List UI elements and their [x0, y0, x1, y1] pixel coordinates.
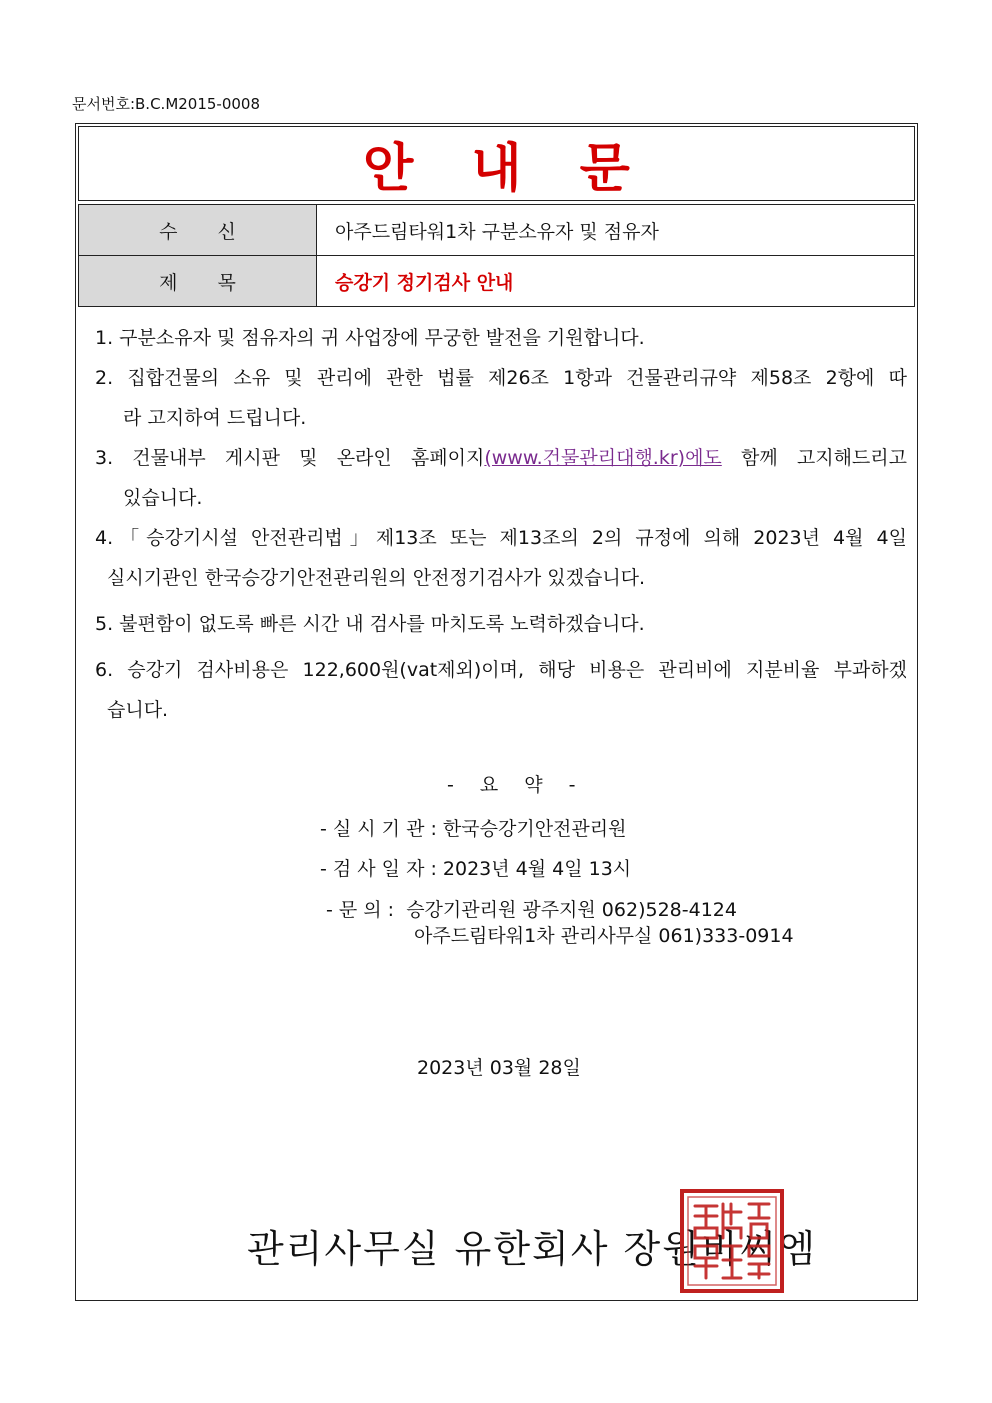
inquiry-label: - 문 의 : — [326, 899, 395, 921]
header-table — [76, 124, 917, 311]
agency-label: - 실 시 기 관 : — [320, 818, 437, 840]
notice-item-1: 1. 구분소유자 및 점유자의 귀 사업장에 무궁한 발전을 기원합니다. — [95, 327, 645, 349]
recipient-value: 아주드림타워1차 구분소유자 및 점유자 — [335, 220, 659, 243]
notice-item-2: 2. 집합건물의 소유 및 관리에 관한 법률 제26조 1항과 건물관리규약 제58조 2항에 따 — [95, 367, 907, 389]
date-label: - 검 사 일 자 : — [320, 858, 437, 880]
date-value: 2023년 4월 4일 13시 — [442, 858, 632, 880]
notice-item-5: 5. 불편함이 없도록 빠른 시간 내 검사를 마치도록 노력하겠습니다. — [95, 613, 645, 635]
notice-item-3-pre: 3. 건물내부 게시판 및 온라인 홈페이지 — [95, 447, 485, 469]
official-seal-icon — [679, 1188, 785, 1294]
summary-date — [320, 854, 631, 881]
inquiry-line-2: 아주드림타워1차 관리사무실 061)333-0914 — [414, 925, 794, 947]
agency-value: 한국승강기안전관리원 — [442, 818, 627, 840]
inquiry-line-1: 승강기관리원 광주지원 062)528-4124 — [406, 899, 737, 921]
notice-item-6: 6. 승강기 검사비용은 122,600원(vat제외)이며, 해당 비용은 관리비에 지분비율 부과하겠 — [95, 659, 907, 681]
notice-item-6-cont: 습니다. — [107, 699, 169, 721]
notice-item-3 — [95, 438, 907, 478]
notice-item-4: 4.「승강기시설 안전관리법」제13조 또는 제13조의 2의 규정에 의해 2023년 4월 4일 — [95, 527, 907, 549]
subject-label: 제목 — [79, 256, 317, 306]
title-box — [78, 126, 915, 201]
issue-date: 2023년 03월 28일 — [417, 1057, 581, 1079]
sender-name: 관리사무실 유한회사 장원비씨엠 — [247, 1227, 818, 1271]
notice-item-3-post: 함께 고지해드리고 — [721, 447, 907, 469]
subject-row — [78, 255, 915, 307]
homepage-link[interactable]: (www.건물관리대행.kr)에도 — [484, 447, 722, 469]
summary-title: - 요 약 - — [447, 774, 586, 796]
notice-item-3-cont: 있습니다. — [123, 487, 203, 509]
summary-inquiry — [326, 895, 737, 922]
notice-item-2-cont: 라 고지하여 드립니다. — [123, 407, 307, 429]
summary-agency — [320, 814, 626, 841]
recipient-label: 수신 — [79, 205, 317, 255]
document-number: 문서번호:B.C.M2015-0008 — [72, 95, 261, 113]
document-title: 안내문 — [363, 139, 688, 199]
notice-item-4-cont: 실시기관인 한국승강기안전관리원의 안전정기검사가 있겠습니다. — [107, 567, 646, 589]
notice-body — [95, 318, 907, 730]
subject-value: 승강기 정기검사 안내 — [335, 271, 514, 294]
recipient-row — [78, 204, 915, 256]
